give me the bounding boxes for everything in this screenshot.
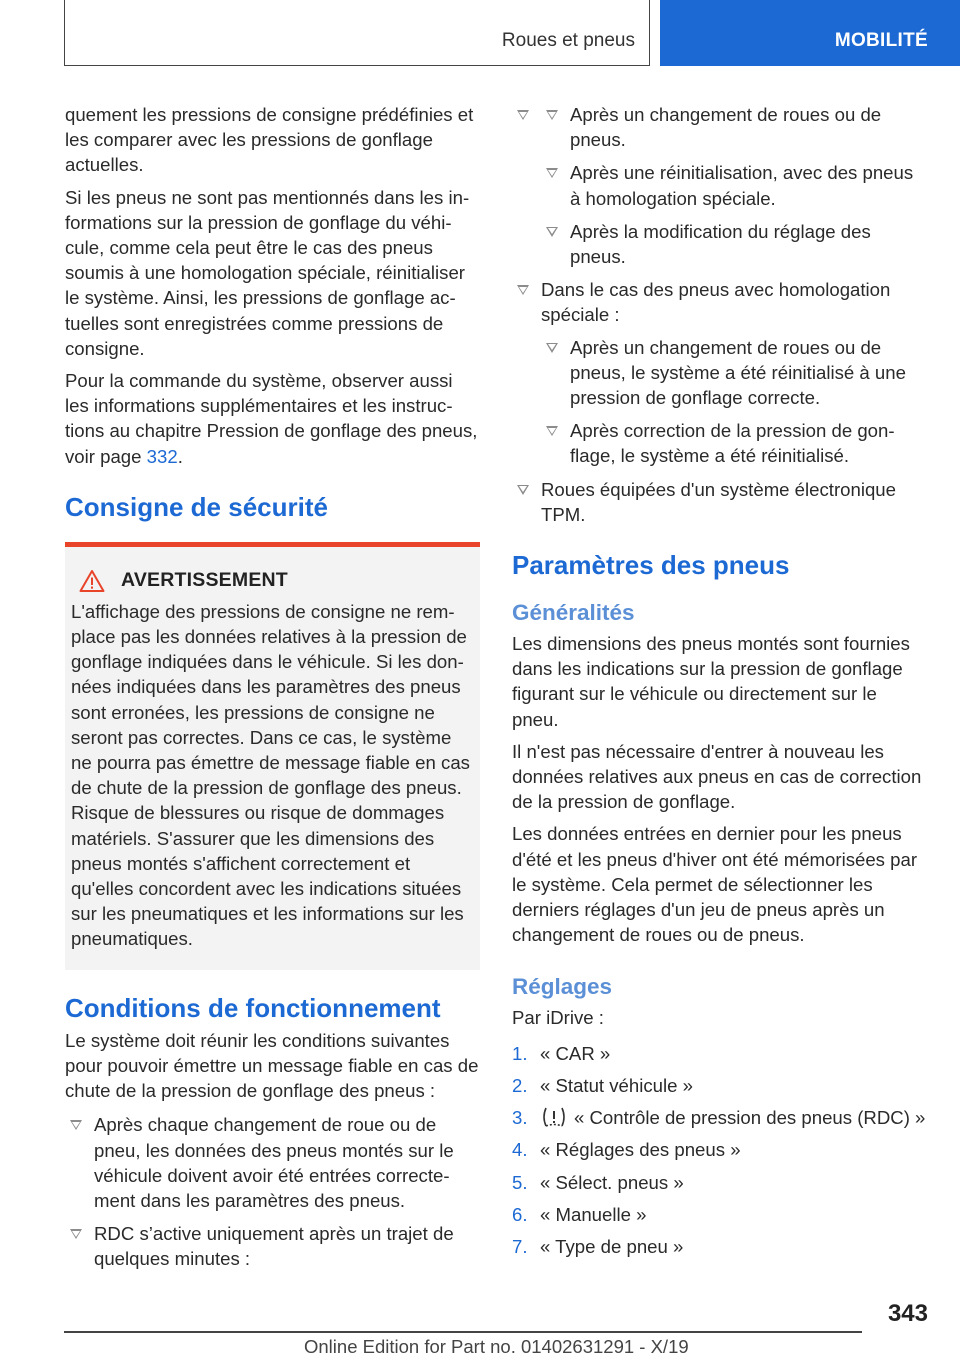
- conditions-list-continued: [512, 102, 928, 527]
- step-item: 5. « Sélect. pneus »: [512, 1171, 684, 1193]
- warning-header: [71, 569, 474, 593]
- section-title: Roues et pneus: [501, 30, 635, 51]
- paragraph: Il n'est pas nécessaire d'entrer à nouveau les données relatives aux pneus en cas de correction de la pression de gonflage.: [512, 740, 922, 813]
- footer-divider: [64, 1331, 862, 1333]
- step-item: 7. « Type de pneu »: [512, 1235, 684, 1257]
- page-number: 343: [887, 1300, 928, 1327]
- warning-triangle-icon: [79, 569, 105, 593]
- paragraph: Par iDrive :: [512, 1007, 604, 1029]
- paragraph: Le système doit réunir les conditions suivantes pour pouvoir émettre un message fiable en cas de chute de la pression de gonflage des pneus :: [65, 1029, 479, 1102]
- step-item: 6. « Manuelle »: [512, 1203, 647, 1225]
- heading-general: Généralités: [512, 600, 635, 626]
- left-column: [65, 102, 480, 1280]
- sub-list-item: Après une réinitialisation, avec des pneus à homologation spéciale.: [541, 160, 928, 210]
- paragraph: Si les pneus ne sont pas mentionnés dans les informations sur la pression de gonflage du véhicule, comme cela peut être le cas des pneus soumis à une homologation spéciale, réinitialiser le système. Ainsi, les pressions de gonflage actuelles sont enregistrées comme pressions de consigne.: [65, 186, 470, 359]
- list-item: RDC s’active uniquement après un trajet de quelques minutes :: [65, 1221, 480, 1271]
- heading-tire-parameters: Paramètres des pneus: [512, 550, 790, 581]
- paragraph: Les données entrées en dernier pour les pneus d'été et les pneus d'hiver ont été mémorisées par le système. Cela permet de sélectionner les derniers réglages d'un jeu de pneus après un changement de roues ou de pneus.: [512, 823, 918, 946]
- sub-list: [512, 102, 928, 269]
- footer-edition: Online Edition for Part no. 01402631291 - X/19: [304, 1336, 689, 1357]
- chapter-title: MOBILITÉ: [834, 30, 928, 51]
- heading-conditions: Conditions de fonctionnement: [65, 992, 441, 1023]
- step-item: 1. « CAR »: [512, 1042, 611, 1064]
- list-item: Après chaque changement de roue ou de pneu, les données des pneus montés sur le véhicule doivent avoir été entrées correctement dans les paramètres des pneus.: [65, 1112, 480, 1213]
- step-item: 2. « Statut véhicule »: [512, 1074, 693, 1096]
- step-item: 4. « Réglages des pneus »: [512, 1139, 741, 1161]
- heading-settings: Réglages: [512, 974, 613, 1000]
- warning-text: L'affichage des pressions de consigne ne remplace pas les données relatives à la pression de gonflage indiquées dans le véhicule. Si les données indiquées dans les paramètres des pneus sont erronées, les pressions de consigne ne seront pas correctes. Dans ce cas, le système ne pourra pas émettre de message fiable en cas de chute de la pression de gonflage des pneus. Risque de blessures ou risque de dommages matériels. S'assurer que les dimensions des pneus montés s'affichent correctement et qu'elles concordent avec les indications situées sur les pneumatiques et les informations sur les pneumatiques.: [71, 600, 470, 950]
- idrive-steps: [512, 1041, 928, 1259]
- conditions-list: [65, 1112, 480, 1271]
- paragraph: quement les pressions de consigne prédéfinies et les comparer avec les pressions de gonflage actuelles.: [65, 104, 474, 176]
- right-column: [512, 102, 928, 1266]
- list-item: Dans le cas des pneus avec homologation spéciale : Après un changement de roues ou de pneus, le système a été réinitialisé à une pression de gonflage correcte. Après correction de la pression de gonflage, le système a été réinitialisé.: [512, 277, 928, 468]
- list-item-continued: [512, 102, 928, 269]
- step-item: 3. « Contrôle de pression des pneus (RDC) »: [512, 1107, 926, 1129]
- header-section-box: [64, 0, 650, 66]
- warning-box: [65, 542, 480, 970]
- sub-list-item: Après un changement de roues ou de pneus, le système a été réinitialisé à une pression de gonflage correcte.: [541, 335, 928, 411]
- sub-list: [541, 335, 928, 469]
- list-item: Roues équipées d'un système électronique TPM.: [512, 477, 928, 527]
- sub-list-item: Après un changement de roues ou de pneus.: [541, 102, 928, 152]
- page-link[interactable]: 332: [146, 445, 178, 467]
- warning-title: AVERTISSEMENT: [121, 569, 288, 592]
- sub-list-item: Après la modification du réglage des pneus.: [541, 219, 928, 269]
- paragraph: Les dimensions des pneus montés sont fournies dans les indications sur la pression de gonflage figurant sur le véhicule ou directement sur le pneu.: [512, 633, 910, 730]
- heading-safety: Consigne de sécurité: [65, 491, 328, 522]
- header-chapter-tab[interactable]: [660, 0, 960, 66]
- tire-pressure-icon: [540, 1106, 568, 1128]
- sub-list-item: Après correction de la pression de gonflage, le système a été réinitialisé.: [541, 418, 928, 468]
- paragraph: Pour la commande du système, observer aussi les informations supplémentaires et les instructions au chapitre Pression de gonflage des pneus, voir page 332.: [65, 370, 478, 467]
